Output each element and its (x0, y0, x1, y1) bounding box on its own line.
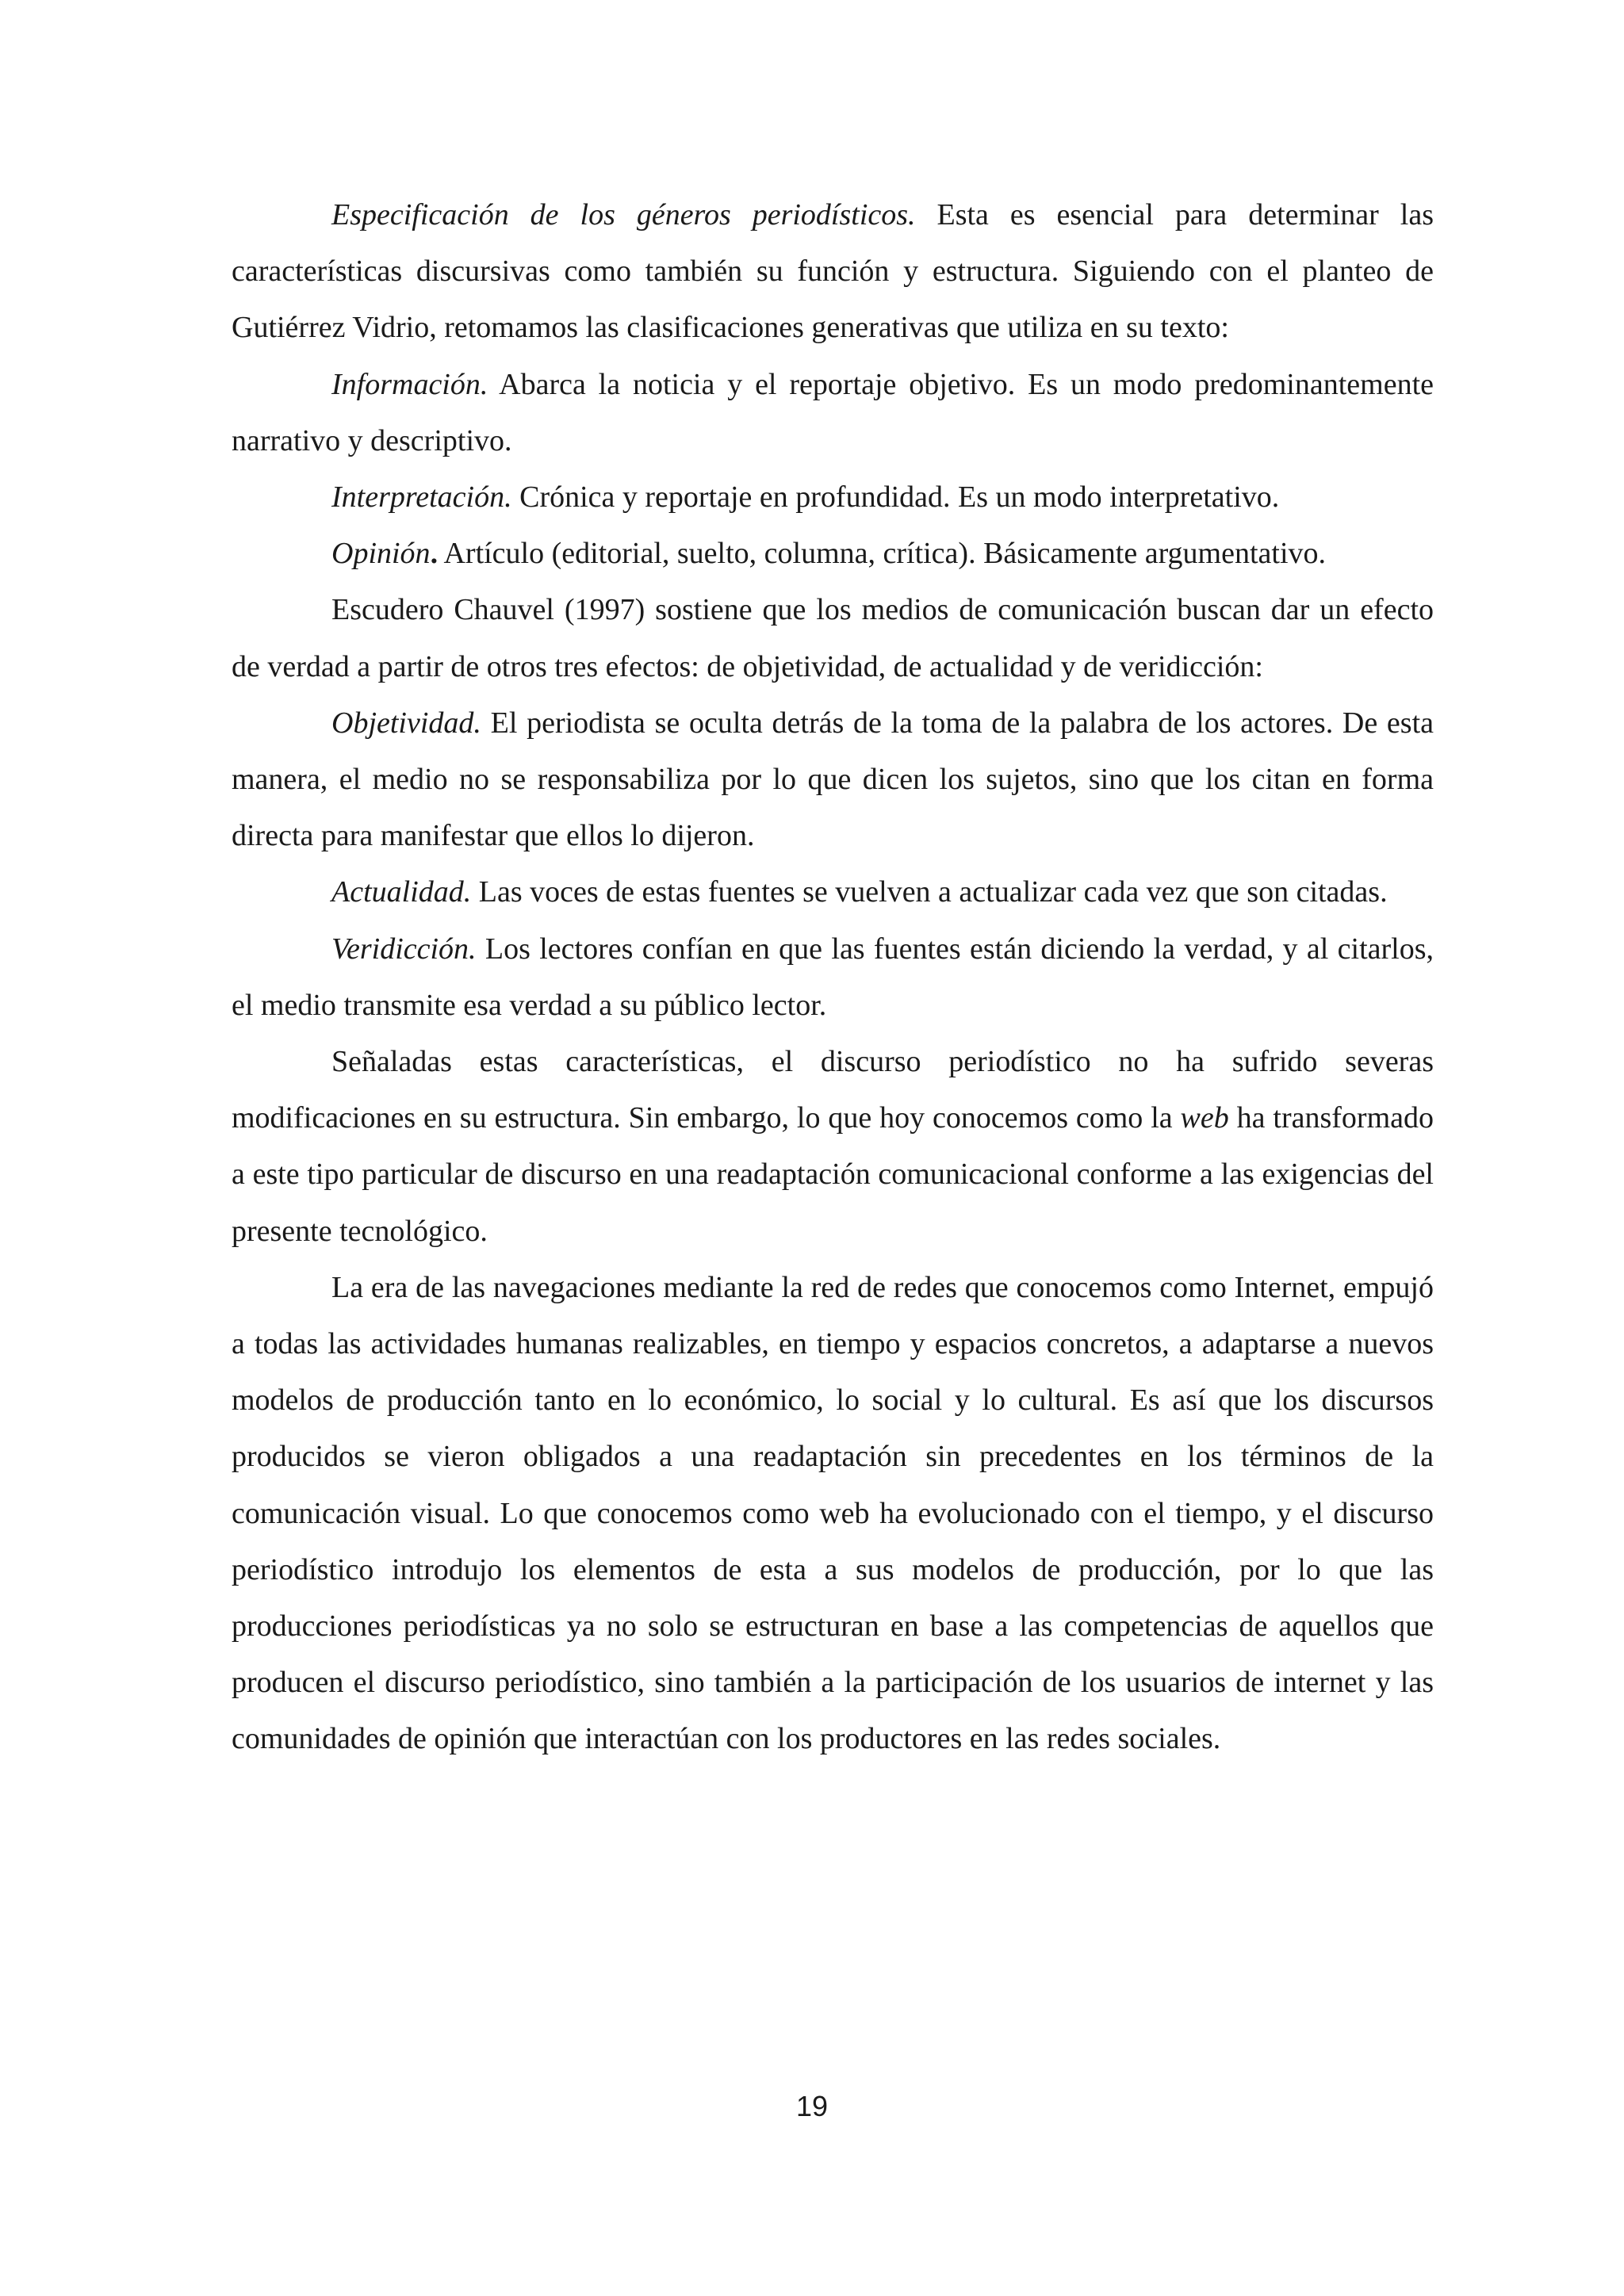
paragraph-lead: Información. (331, 367, 488, 401)
paragraph-lead: Actualidad. (331, 875, 472, 909)
paragraph-informacion (232, 357, 1434, 469)
paragraph-lead: Opinión (331, 537, 431, 571)
paragraph-text: Las voces de estas fuentes se vuelven a actualizar cada vez que son citadas. (471, 875, 1388, 909)
paragraph-text: Señaladas estas características, el discurso periodístico no ha sufrido severas modificaciones en su estructura. Sin embargo, lo que hoy conocemos como la (232, 1045, 1434, 1135)
paragraph-text: El periodista se oculta detrás de la toma de la palabra de los actores. De esta manera, el medio no se responsabiliza por lo que dicen los sujetos, sino que los citan en forma directa para manifestar que ellos lo dijeron. (232, 706, 1434, 853)
paragraph-objetividad (232, 695, 1434, 865)
paragraph-emphasis: web (1180, 1101, 1229, 1135)
paragraph-opinion (232, 526, 1434, 582)
paragraph-text: La era de las navegaciones mediante la red de redes que conocemos como Internet, empujó a todas las actividades humanas realizables, en tiempo y espacios concretos, a adaptarse a nuevos modelos de producción tanto en lo económico, lo social y lo cultural. Es así que los discursos producidos se vieron obligados a una readaptación sin precedentes en los términos de la comunicación visual. Lo que conocemos como web ha evolucionado con el tiempo, y el discurso periodístico introdujo los elementos de esta a sus modelos de producción, por lo que las producciones periodísticas ya no solo se estructuran en base a las competencias de aquellos que producen el discurso periodístico, sino también a la participación de los usuarios de internet y las comunidades de opinión que interactúan con los productores en las redes sociales. (232, 1270, 1434, 1756)
paragraph-escudero (232, 582, 1434, 695)
body-text (232, 187, 1434, 1768)
paragraph-actualidad (232, 864, 1434, 920)
paragraph-lead: Objetividad. (331, 706, 481, 740)
page-number: 19 (795, 2090, 829, 2122)
paragraph-text: Esta es esencial para determinar las características discursivas como también su función y estructura. Siguiendo con el planteo de Gutiérrez Vidrio, retomamos las clasificaciones generativas que utiliza en su texto: (232, 198, 1434, 345)
paragraph-text: Los lectores confían en que las fuentes están diciendo la verdad, y al citarlos, el medio transmite esa verdad a su público lector. (232, 932, 1434, 1022)
paragraph-text: Escudero Chauvel (1997) sostiene que los medios de comunicación buscan dar un efecto de verdad a partir de otros tres efectos: de objetividad, de actualidad y de veridicción: (232, 593, 1434, 683)
paragraph-lead: Veridicción. (331, 932, 477, 966)
paragraph-text: Crónica y reportaje en profundidad. Es un modo interpretativo. (511, 480, 1280, 515)
paragraph-veridiccion (232, 921, 1434, 1034)
paragraph-text: Artículo (editorial, suelto, columna, crítica). Básicamente argumentativo. (438, 537, 1327, 571)
paragraph-text: Abarca la noticia y el reportaje objetivo. Es un modo predominantemente narrativo y descriptivo. (232, 367, 1434, 457)
paragraph-web (232, 1034, 1434, 1260)
paragraph-interpretacion (232, 469, 1434, 526)
paragraph-lead: Interpretación. (331, 480, 512, 515)
paragraph-lead-mark: . (430, 537, 439, 571)
paragraph-lead: Especificación de los géneros periodísticos. (331, 198, 916, 232)
paragraph-internet (232, 1260, 1434, 1768)
paragraph-text: ha transformado a este tipo particular de discurso en una readaptación comunicacional conforme a las exigencias del presente tecnológico. (232, 1101, 1434, 1248)
paragraph-generos (232, 187, 1434, 357)
